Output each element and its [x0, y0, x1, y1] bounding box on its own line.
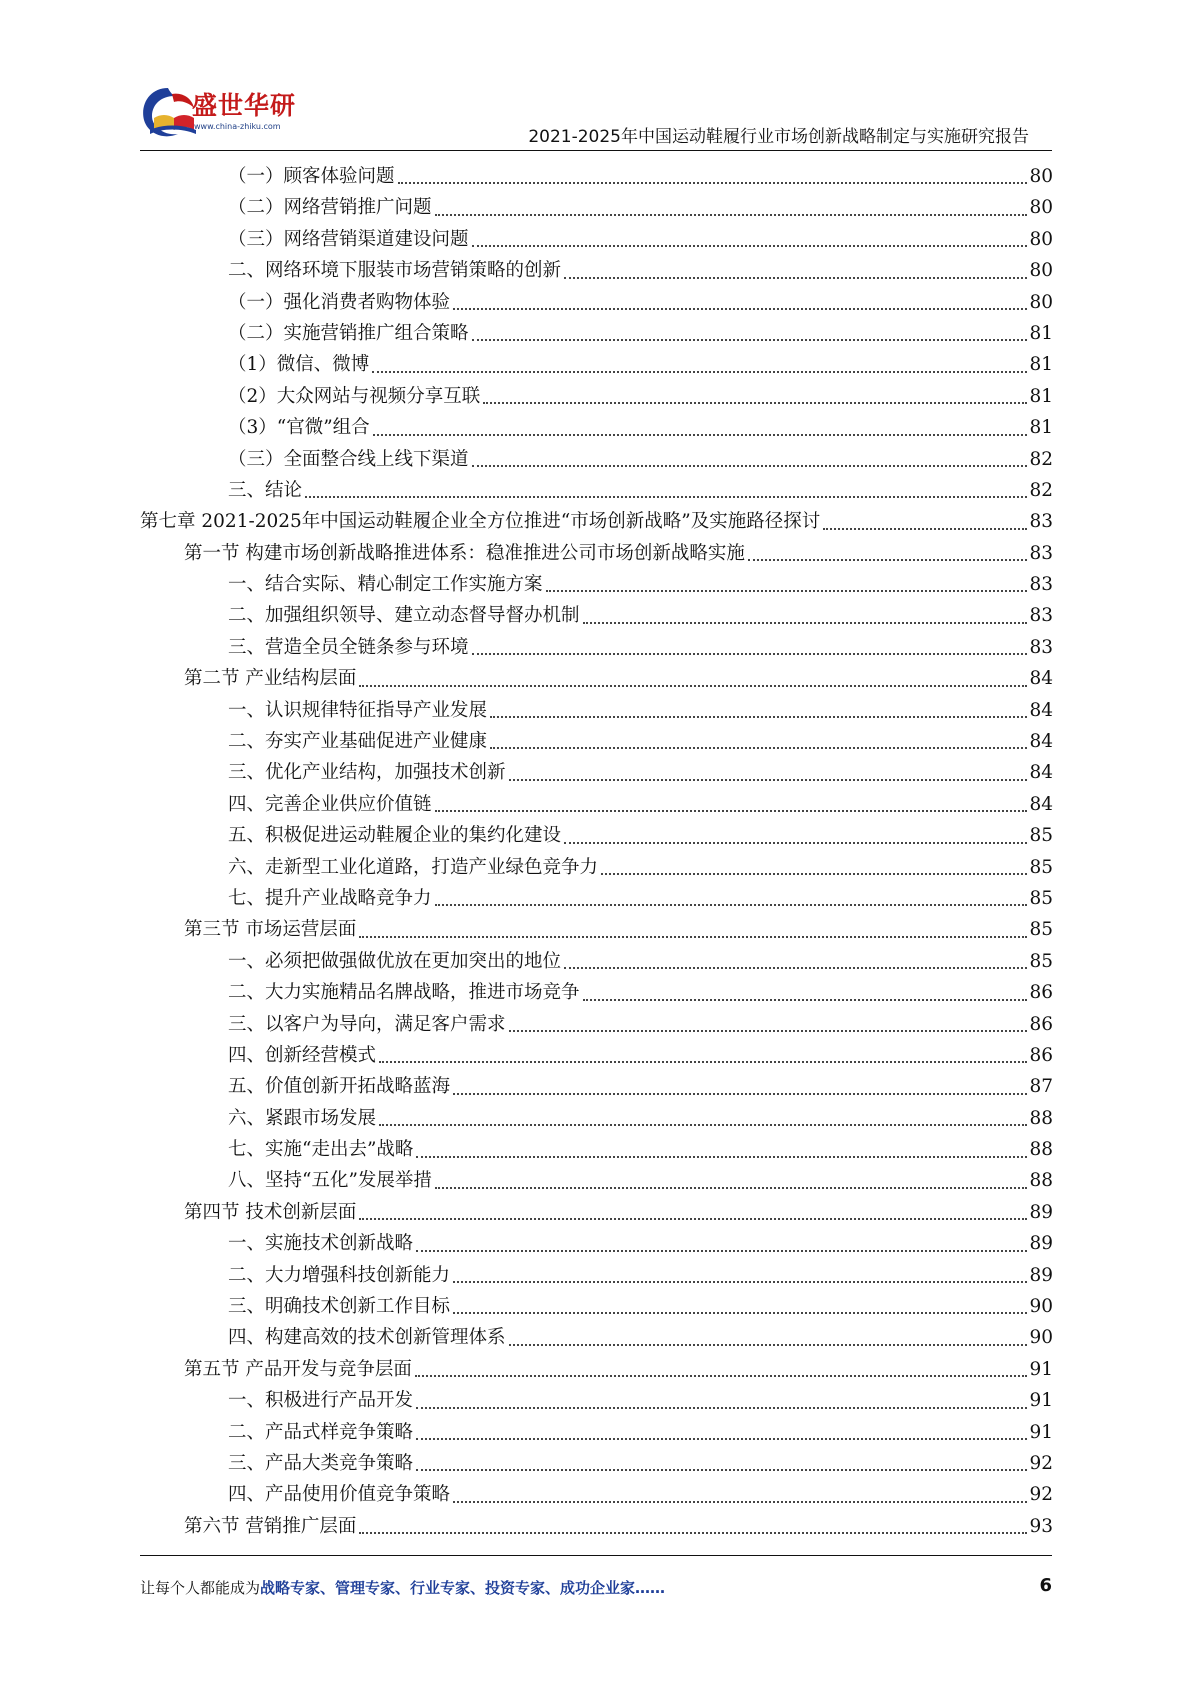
- toc-entry-title: 六、紧跟市场发展: [228, 1107, 377, 1129]
- toc-entry-page: 91: [1029, 1390, 1053, 1412]
- toc-entry[interactable]: [140, 1322, 1053, 1353]
- toc-entry-title: 一、积极进行产品开发: [228, 1390, 414, 1412]
- toc-entry-title: （2）大众网站与视频分享互联: [228, 385, 481, 407]
- toc-leader-dots: [435, 1187, 1028, 1189]
- toc-leader-dots: [546, 590, 1028, 592]
- toc-entry-page: 88: [1029, 1107, 1053, 1129]
- toc-entry-page: 80: [1029, 291, 1053, 313]
- toc-entry-page: 80: [1029, 260, 1053, 282]
- logo-swoosh-icon: [138, 84, 198, 144]
- toc-entry[interactable]: [140, 1040, 1053, 1071]
- toc-entry-page: 84: [1029, 668, 1053, 690]
- toc-leader-dots: [416, 1156, 1027, 1158]
- toc-leader-dots: [583, 999, 1028, 1001]
- toc-entry-page: 81: [1029, 322, 1053, 344]
- toc-entry[interactable]: [140, 789, 1053, 820]
- toc-entry[interactable]: [140, 820, 1053, 851]
- toc-entry-title: 第一节 构建市场创新战略推进体系：稳准推进公司市场创新战略实施: [184, 542, 745, 564]
- toc-leader-dots: [416, 1407, 1027, 1409]
- toc-entry-page: 92: [1029, 1484, 1053, 1506]
- toc-leader-dots: [564, 967, 1027, 969]
- toc-leader-dots: [453, 1093, 1027, 1095]
- toc-entry-page: 85: [1029, 950, 1053, 972]
- toc-entry-page: 84: [1029, 793, 1053, 815]
- toc-entry-page: 81: [1029, 417, 1053, 439]
- toc-entry[interactable]: [140, 1385, 1053, 1416]
- toc-leader-dots: [509, 779, 1028, 781]
- toc-entry[interactable]: [140, 977, 1053, 1008]
- toc-leader-dots: [416, 1250, 1027, 1252]
- toc-leader-dots: [748, 559, 1028, 561]
- toc-leader-dots: [453, 1312, 1027, 1314]
- toc-entry-page: 83: [1029, 636, 1053, 658]
- toc-entry[interactable]: [140, 1511, 1053, 1542]
- toc-leader-dots: [359, 1532, 1027, 1534]
- toc-entry-page: 80: [1029, 228, 1053, 250]
- toc-entry[interactable]: [140, 224, 1053, 255]
- toc-leader-dots: [472, 653, 1028, 655]
- toc-entry[interactable]: [140, 1479, 1053, 1510]
- toc-entry-title: 第五节 产品开发与竞争层面: [184, 1358, 412, 1380]
- toc-entry-page: 88: [1029, 1139, 1053, 1161]
- toc-entry-title: 四、创新经营模式: [228, 1044, 377, 1066]
- toc-entry-title: 二、大力增强科技创新能力: [228, 1264, 451, 1286]
- toc-entry[interactable]: [140, 318, 1053, 349]
- toc-entry-title: 四、完善企业供应价值链: [228, 793, 432, 815]
- toc-leader-dots: [373, 434, 1028, 436]
- toc-leader-dots: [415, 1375, 1028, 1377]
- logo-name: 盛世华研: [192, 91, 297, 120]
- toc-leader-dots: [305, 496, 1027, 498]
- toc-entry[interactable]: [140, 1417, 1053, 1448]
- toc-entry-title: （一）强化消费者购物体验: [228, 291, 451, 313]
- toc-entry-page: 80: [1029, 165, 1053, 187]
- page-number: 6: [1039, 1575, 1052, 1596]
- toc-entry[interactable]: [140, 883, 1053, 914]
- toc-entry[interactable]: [140, 381, 1053, 412]
- toc-entry-page: 85: [1029, 919, 1053, 941]
- toc-leader-dots: [453, 308, 1027, 310]
- toc-entry[interactable]: [140, 1071, 1053, 1102]
- header-divider: [140, 150, 1052, 151]
- toc-entry-page: 84: [1029, 699, 1053, 721]
- toc-leader-dots: [379, 1124, 1027, 1126]
- toc-entry-page: 84: [1029, 762, 1053, 784]
- toc-leader-dots: [398, 182, 1028, 184]
- toc-entry-title: 五、价值创新开拓战略蓝海: [228, 1076, 451, 1098]
- toc-entry-title: 二、大力实施精品名牌战略，推进市场竞争: [228, 982, 580, 1004]
- toc-entry[interactable]: [140, 663, 1053, 694]
- toc-entry-title: 一、实施技术创新战略: [228, 1233, 414, 1255]
- toc-entry-title: 三、产品大类竞争策略: [228, 1453, 414, 1474]
- toc-entry[interactable]: [140, 538, 1053, 569]
- toc-entry-title: 四、构建高效的技术创新管理体系: [228, 1327, 506, 1349]
- toc-entry-page: 88: [1029, 1170, 1053, 1192]
- toc-entry-title: 四、产品使用价值竞争策略: [228, 1484, 451, 1506]
- toc-entry-title: 第六节 营销推广层面: [184, 1515, 357, 1537]
- toc-entry[interactable]: [140, 569, 1053, 600]
- toc-entry[interactable]: [140, 1009, 1053, 1040]
- toc-entry-title: 第三节 市场运营层面: [184, 919, 357, 941]
- toc-entry-title: （3）“官微”组合: [228, 417, 370, 439]
- toc-entry[interactable]: [140, 506, 1053, 537]
- toc-leader-dots: [359, 936, 1027, 938]
- toc-entry-title: （三）网络营销渠道建设问题: [228, 228, 469, 250]
- toc-entry-title: 三、以客户为导向，满足客户需求: [228, 1013, 506, 1035]
- toc-entry-page: 81: [1029, 385, 1053, 407]
- toc-entry-page: 89: [1029, 1264, 1053, 1286]
- toc-leader-dots: [490, 747, 1027, 749]
- toc-entry[interactable]: [140, 726, 1053, 757]
- toc-leader-dots: [359, 1218, 1027, 1220]
- toc-entry[interactable]: [140, 255, 1053, 286]
- toc-entry[interactable]: [140, 412, 1053, 443]
- toc-leader-dots: [435, 810, 1028, 812]
- toc-entry-title: 第四节 技术创新层面: [184, 1201, 357, 1223]
- toc-leader-dots: [583, 622, 1028, 624]
- slogan-highlight: 战略专家、管理专家、行业专家、投资专家、成功企业家……: [260, 1579, 666, 1597]
- toc-entry-page: 89: [1029, 1233, 1053, 1255]
- toc-entry[interactable]: [140, 1448, 1053, 1479]
- toc-entry-page: 90: [1029, 1327, 1053, 1349]
- toc-entry-title: （二）网络营销推广问题: [228, 197, 432, 219]
- toc-entry[interactable]: [140, 1354, 1053, 1385]
- toc-entry[interactable]: [140, 1103, 1053, 1134]
- toc-leader-dots: [490, 716, 1027, 718]
- toc-entry-page: 86: [1029, 982, 1053, 1004]
- toc-leader-dots: [472, 339, 1028, 341]
- page-footer: [140, 1577, 1052, 1605]
- toc-entry-page: 83: [1029, 605, 1053, 627]
- toc-entry-page: 90: [1029, 1296, 1053, 1318]
- toc-entry-title: 第二节 产业结构层面: [184, 668, 357, 690]
- toc-entry-page: 85: [1029, 825, 1053, 847]
- toc-leader-dots: [416, 1469, 1027, 1471]
- toc-entry-page: 91: [1029, 1421, 1053, 1443]
- toc-leader-dots: [416, 1438, 1027, 1440]
- toc-entry-page: 82: [1029, 479, 1053, 501]
- toc-entry[interactable]: [140, 600, 1053, 631]
- toc-entry-page: 89: [1029, 1201, 1053, 1223]
- toc-leader-dots: [379, 1061, 1027, 1063]
- toc-entry-page: 82: [1029, 448, 1053, 470]
- toc-entry-page: 83: [1029, 511, 1053, 533]
- toc-entry[interactable]: [140, 632, 1053, 663]
- toc-entry-title: 二、产品式样竞争策略: [228, 1421, 414, 1443]
- toc-entry-title: 一、认识规律特征指导产业发展: [228, 699, 488, 721]
- toc-entry-title: （二）实施营销推广组合策略: [228, 322, 469, 344]
- toc-entry[interactable]: [140, 1228, 1053, 1259]
- toc-entry-page: 93: [1029, 1515, 1053, 1537]
- toc-leader-dots: [601, 873, 1027, 875]
- page-header: [0, 0, 1191, 160]
- toc-entry[interactable]: [140, 914, 1053, 945]
- toc-entry-title: 一、必须把做强做优放在更加突出的地位: [228, 950, 562, 972]
- toc-entry-title: 五、积极促进运动鞋履企业的集约化建设: [228, 825, 562, 847]
- toc-entry-title: 三、优化产业结构，加强技术创新: [228, 762, 506, 784]
- toc-entry-title: 二、网络环境下服装市场营销策略的创新: [228, 260, 562, 282]
- toc-leader-dots: [472, 245, 1028, 247]
- toc-entry-page: 81: [1029, 354, 1053, 376]
- toc-entry-title: 七、提升产业战略竞争力: [228, 887, 432, 909]
- toc-entry-page: 85: [1029, 856, 1053, 878]
- toc-entry-page: 83: [1029, 574, 1053, 596]
- toc-entry[interactable]: [140, 852, 1053, 883]
- toc-entry-title: 三、营造全员全链条参与环境: [228, 636, 469, 658]
- logo-url: www.china-zhiku.com: [194, 122, 281, 131]
- table-of-contents: [140, 161, 1053, 1542]
- toc-entry-title: 二、夯实产业基础促进产业健康: [228, 731, 488, 753]
- toc-entry-title: （1）微信、微博: [228, 354, 370, 376]
- toc-entry-page: 86: [1029, 1044, 1053, 1066]
- toc-leader-dots: [359, 685, 1027, 687]
- toc-leader-dots: [472, 465, 1028, 467]
- toc-leader-dots: [453, 1281, 1027, 1283]
- toc-entry-title: 第七章 2021-2025年中国运动鞋履企业全方位推进“市场创新战略”及实施路径探讨: [140, 511, 821, 533]
- toc-entry[interactable]: [140, 287, 1053, 318]
- toc-entry-page: 86: [1029, 1013, 1053, 1035]
- toc-entry[interactable]: [140, 161, 1053, 192]
- toc-entry[interactable]: [140, 1134, 1053, 1165]
- toc-entry-title: 一、结合实际、精心制定工作实施方案: [228, 574, 543, 596]
- company-logo: [138, 84, 308, 148]
- slogan-prefix: 让每个人都能成为: [140, 1579, 261, 1597]
- toc-entry[interactable]: [140, 1260, 1053, 1291]
- toc-entry[interactable]: [140, 1166, 1053, 1197]
- toc-entry-page: 87: [1029, 1076, 1053, 1098]
- toc-entry-title: （一）顾客体验问题: [228, 165, 395, 187]
- toc-entry-page: 80: [1029, 197, 1053, 219]
- toc-leader-dots: [509, 1030, 1028, 1032]
- toc-entry-page: 91: [1029, 1358, 1053, 1380]
- toc-leader-dots: [564, 277, 1027, 279]
- toc-entry-page: 84: [1029, 731, 1053, 753]
- toc-entry-page: 85: [1029, 887, 1053, 909]
- toc-entry-page: 92: [1029, 1453, 1053, 1474]
- footer-slogan: [140, 1577, 665, 1598]
- toc-entry[interactable]: [140, 1291, 1053, 1322]
- toc-leader-dots: [483, 402, 1027, 404]
- toc-entry-page: 83: [1029, 542, 1053, 564]
- toc-leader-dots: [564, 842, 1027, 844]
- toc-entry[interactable]: [140, 444, 1053, 475]
- toc-leader-dots: [435, 904, 1028, 906]
- toc-entry-title: 三、结论: [228, 479, 303, 501]
- toc-entry-title: 七、实施“走出去”战略: [228, 1139, 414, 1161]
- toc-entry[interactable]: [140, 695, 1053, 726]
- toc-entry-title: 三、明确技术创新工作目标: [228, 1296, 451, 1318]
- toc-entry-title: 八、坚持“五化”发展举措: [228, 1170, 432, 1192]
- toc-leader-dots: [372, 371, 1027, 373]
- toc-entry-title: 二、加强组织领导、建立动态督导督办机制: [228, 605, 580, 627]
- toc-entry-title: 六、走新型工业化道路，打造产业绿色竞争力: [228, 856, 599, 878]
- toc-leader-dots: [453, 1501, 1027, 1503]
- toc-entry[interactable]: [140, 757, 1053, 788]
- toc-entry[interactable]: [140, 946, 1053, 977]
- footer-divider: [140, 1555, 1052, 1556]
- toc-leader-dots: [823, 528, 1027, 530]
- toc-entry[interactable]: [140, 192, 1053, 223]
- toc-leader-dots: [435, 214, 1028, 216]
- toc-leader-dots: [509, 1344, 1028, 1346]
- toc-entry[interactable]: [140, 349, 1053, 380]
- toc-entry[interactable]: [140, 475, 1053, 506]
- report-title: 2021-2025年中国运动鞋履行业市场创新战略制定与实施研究报告: [528, 127, 1029, 147]
- toc-entry[interactable]: [140, 1197, 1053, 1228]
- toc-entry-title: （三）全面整合线上线下渠道: [228, 448, 469, 470]
